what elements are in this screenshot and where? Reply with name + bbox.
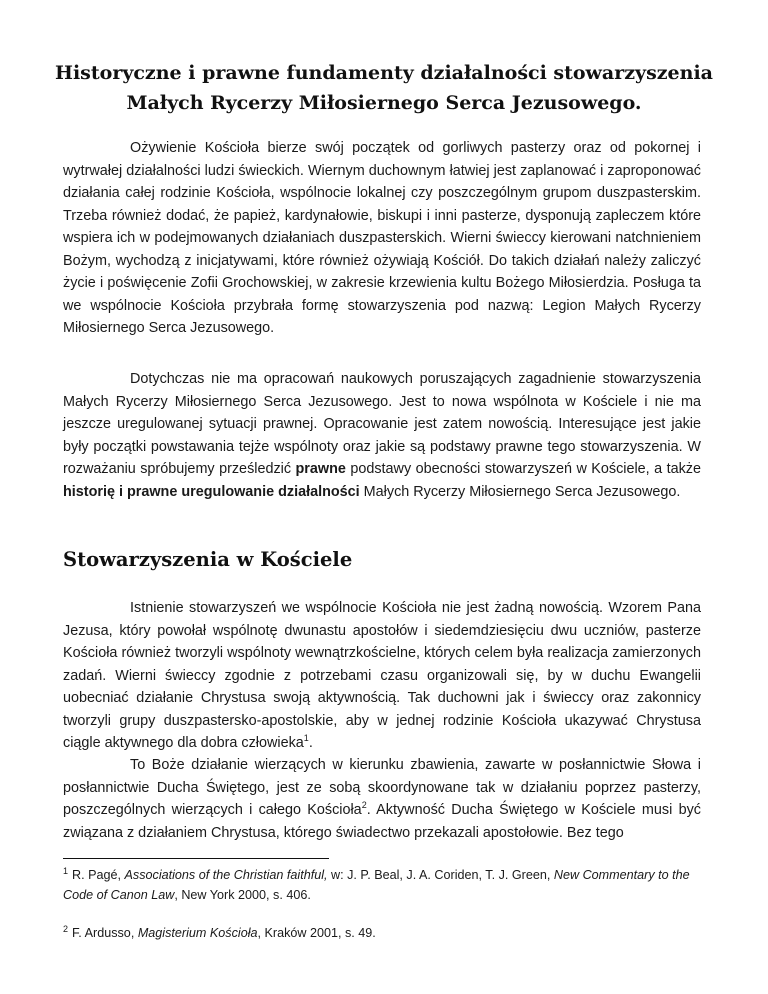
footnote-1-text-b: w: J. P. Beal, J. A. Coriden, T. J. Green, (327, 868, 554, 882)
paragraph-purpose-text-c: Małych Rycerzy Miłosiernego Serca Jezusowego. (359, 483, 681, 500)
emphasis-history: historię i prawne uregulowanie działalności (63, 483, 360, 500)
footnote-1-text-a: R. Pagé, (72, 868, 125, 882)
paragraph-purpose (63, 368, 701, 503)
footnote-1-number: 1 (63, 865, 69, 876)
paragraph-associations (63, 597, 701, 755)
footnote-2-number: 2 (63, 923, 69, 934)
paragraph-spirit (63, 754, 701, 844)
footnote-2-text-a: F. Ardusso, (72, 926, 138, 940)
title-line-2: Małych Rycerzy Miłosiernego Serca Jezusowego. (126, 92, 642, 114)
section-heading: Stowarzyszenia w Kościele (63, 548, 353, 571)
footnote-1-title-b: New Commentary to the Code of Canon Law (63, 868, 690, 902)
footnote-2-title: Magisterium Kościoła (137, 926, 258, 940)
paragraph-spirit-text-b: . Aktywność Ducha Świętego w Kościele musi być związana z działaniem Chrystusa, którego świadectwo przekazali apostołowie. Bez tego (63, 802, 701, 841)
footnote-1-title-a: Associations of the Christian faithful, (124, 868, 328, 882)
footnote-2 (63, 924, 703, 944)
paragraph-purpose-text-b: podstawy obecności stowarzyszeń w Kościele, a także (345, 461, 701, 477)
paragraph-spirit-text-a: To Boże działanie wierzących w kierunku zbawienia, zawarte w posłannictwie Słowa i posłannictwie Ducha Świętego, jest ze sobą skoordynowane tak w działaniu poprzez pasterzy, poszczególnych wierzących i całego Kościoła (63, 757, 701, 818)
footnote-1 (63, 866, 703, 905)
paragraph-associations-text: Istnienie stowarzyszeń we wspólnocie Kościoła nie jest żadną nowością. Wzorem Pana Jezusa, który powołał wspólnotę dwunastu apostołów i siedemdziesięciu dwu uczniów, pasterze Kościoła również tworzyli wspólnoty wewnątrzkościelne, których celem była realizacja zamierzonych zadań. Wierni świeccy zgodnie z potrzebami czasu organizowali się, by w duchu Ewangelii uobecniać działanie Chrystusa swoją aktywnością. Tak duchowni jak i świeccy oraz zakonnicy tworzyli grupy duszpastersko-apostolskie, aby w jednej rodzinie Kościoła ukazywać Chrystusa ciągle aktywnego dla dobra człowieka (63, 600, 701, 751)
footnote-separator (63, 858, 329, 859)
paragraph-purpose-text-a: Dotychczas nie ma opracowań naukowych poruszających zagadnienie stowarzyszenia Małych Rycerzy Miłosiernego Serca Jezusowego. Jest to nowa wspólnota w Kościele i nie ma jeszcze uregulowanej sytuacji prawnej. Opracowanie jest zatem nowością. Interesujące jest jakie były początki powstawania tejże wspólnoty oraz jakie są podstawy prawne tego stowarzyszenia. W rozważaniu spróbujemy prześledzić (63, 371, 701, 477)
footnote-1-text-c: , New York 2000, s. 406. (174, 887, 311, 902)
title-line-1: Historyczne i prawne fundamenty działalności stowarzyszenia (55, 62, 713, 84)
paragraph-intro: Ożywienie Kościoła bierze swój początek od gorliwych pasterzy oraz od pokornej i wytrwałej działalności ludzi świeckich. Wiernym duchownym łatwiej jest zaplanować i zaproponować działania całej rodzinie Kościoła, wspólnocie lokalnej czy poszczególnym grupom duszpasterskim. Trzeba również dodać, że papież, kardynałowie, biskupi i inni pasterze, dysponują zapleczem które wspiera ich w podejmowanych działaniach duszpasterskich. Wierni świeccy kierowani natchnieniem Bożym, wychodzą z inicjatywami, które również ożywiają Kościół. Do takich działań należy zaliczyć życie i poświęcenie Zofii Grochowskiej, w zakresie krzewienia kultu Bożego Miłosierdzia. Posługa ta we wspólnocie Kościoła przybrała formę stowarzyszenia pod nazwą: Legion Małych Rycerzy Miłosiernego Serca Jezusowego. (63, 140, 701, 336)
document-title (40, 58, 728, 118)
footnote-ref-1[interactable]: 1 (303, 733, 309, 744)
paragraph-associations-end: . (308, 735, 313, 751)
footnote-ref-2[interactable]: 2 (361, 800, 367, 811)
footnote-2-text-b: , Kraków 2001, s. 49. (257, 926, 376, 940)
emphasis-prawne: prawne (295, 461, 346, 477)
